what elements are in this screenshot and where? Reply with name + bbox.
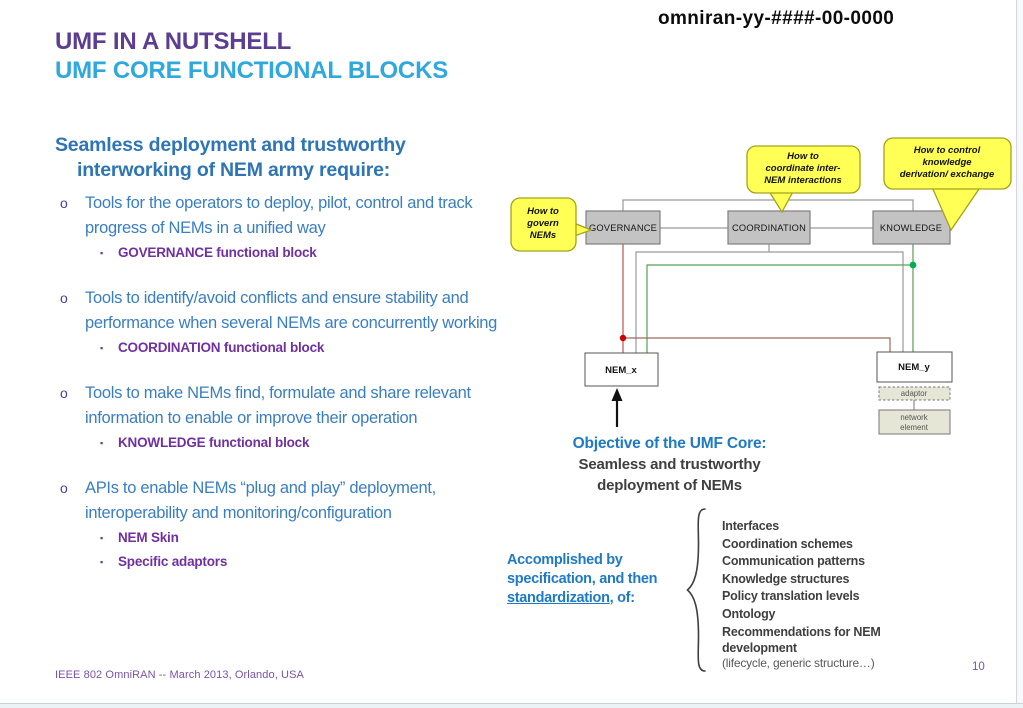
svg-text:govern: govern bbox=[527, 218, 559, 229]
circle-bullet-icon: o bbox=[60, 195, 68, 211]
nem-x-arrow bbox=[612, 388, 623, 427]
bullet-text: Tools to make NEMs find, formulate and share relevant information to enable or improve their operation bbox=[85, 384, 471, 427]
slide-frame-right bbox=[1017, 0, 1023, 704]
square-bullet-icon: ▪ bbox=[100, 248, 104, 258]
svg-text:network: network bbox=[900, 413, 928, 422]
block-knowledge bbox=[873, 211, 950, 244]
svg-text:derivation/ exchange: derivation/ exchange bbox=[899, 169, 995, 180]
sub-bullet bbox=[100, 431, 510, 455]
network-element-box bbox=[879, 410, 950, 434]
svg-text:How to: How to bbox=[527, 206, 559, 217]
accomplished-line1: Accomplished by bbox=[507, 552, 623, 568]
umf-core-diagram bbox=[505, 133, 1017, 445]
spec-item: Ontology bbox=[722, 606, 776, 621]
intro-line1: Seamless deployment and trustworthy bbox=[55, 134, 406, 156]
svg-text:GOVERNANCE: GOVERNANCE bbox=[588, 223, 658, 233]
objective-block bbox=[527, 433, 812, 496]
speech-bubble-coordinate bbox=[747, 146, 860, 212]
sub-bullet bbox=[100, 550, 510, 574]
svg-text:element: element bbox=[900, 423, 928, 432]
sub-bullet bbox=[100, 336, 510, 360]
nem-y-box bbox=[877, 352, 952, 382]
circle-bullet-icon: o bbox=[60, 480, 68, 496]
bullet-item bbox=[55, 381, 510, 455]
svg-text:NEM interactions: NEM interactions bbox=[764, 175, 842, 186]
spec-item: Communication patterns bbox=[722, 554, 865, 568]
intro-line2: interworking of NEM army require: bbox=[77, 159, 391, 181]
sub-bullet-text: GOVERNANCE functional block bbox=[118, 245, 317, 260]
accomplished-line3 bbox=[507, 589, 697, 608]
spec-note: (lifecycle, generic structure…) bbox=[722, 656, 875, 670]
spec-item: Policy translation levels bbox=[722, 589, 860, 603]
adaptor-box bbox=[879, 387, 950, 400]
svg-text:How to control: How to control bbox=[913, 145, 981, 156]
svg-text:knowledge: knowledge bbox=[922, 157, 972, 168]
svg-text:NEMs: NEMs bbox=[529, 230, 557, 241]
specification-list bbox=[722, 518, 922, 670]
bullet-item bbox=[55, 476, 510, 574]
svg-text:NEM_y: NEM_y bbox=[898, 362, 930, 373]
block-coordination bbox=[728, 211, 810, 244]
sub-bullet-text: COORDINATION functional block bbox=[118, 340, 325, 355]
objective-line1: Seamless and trustworthy bbox=[578, 456, 761, 473]
footer-attribution: IEEE 802 OmniRAN -- March 2013, Orlando, USA bbox=[55, 669, 304, 681]
svg-text:coordinate inter-: coordinate inter- bbox=[765, 163, 841, 174]
bullet-item bbox=[55, 286, 510, 360]
slide-frame-bottom-band bbox=[0, 704, 1023, 708]
sub-bullet bbox=[100, 526, 510, 550]
red-junction-dot bbox=[620, 335, 626, 341]
intro-heading bbox=[55, 133, 515, 183]
slide-title-secondary: UMF CORE FUNCTIONAL BLOCKS bbox=[55, 57, 449, 84]
curly-brace-icon bbox=[683, 506, 709, 674]
accomplished-block bbox=[507, 551, 697, 608]
bullet-text: Tools to identify/avoid conflicts and ensure stability and performance when several NEMs are concurrently working bbox=[85, 289, 498, 332]
objective-line2: deployment of NEMs bbox=[597, 477, 742, 494]
page-number: 10 bbox=[972, 661, 985, 673]
circle-bullet-icon: o bbox=[60, 290, 68, 306]
bullet-list bbox=[55, 191, 510, 595]
svg-text:adaptor: adaptor bbox=[900, 389, 928, 398]
square-bullet-icon: ▪ bbox=[100, 343, 104, 353]
bullet-text: APIs to enable NEMs “plug and play” deployment, interoperability and monitoring/configuration bbox=[85, 479, 436, 522]
speech-bubble-govern bbox=[511, 198, 591, 251]
slide-frame-right-line bbox=[1016, 0, 1017, 704]
accomplished-line3-rest: , of: bbox=[609, 590, 635, 606]
block-governance bbox=[586, 211, 660, 244]
square-bullet-icon: ▪ bbox=[100, 533, 104, 543]
bullet-text: Tools for the operators to deploy, pilot, control and track progress of NEMs in a unified way bbox=[85, 194, 473, 237]
svg-text:How to: How to bbox=[787, 151, 819, 162]
nem-x-box bbox=[585, 353, 658, 386]
sub-bullet-text: KNOWLEDGE functional block bbox=[118, 435, 310, 450]
square-bullet-icon: ▪ bbox=[100, 557, 104, 567]
document-id: omniran-yy-####-00-0000 bbox=[658, 8, 895, 29]
circle-bullet-icon: o bbox=[60, 385, 68, 401]
standardization-underlined: standardization bbox=[507, 590, 610, 606]
spec-item: Recommendations for NEM development bbox=[722, 625, 881, 655]
square-bullet-icon: ▪ bbox=[100, 438, 104, 448]
sub-bullet-text: Specific adaptors bbox=[118, 554, 228, 569]
svg-text:COORDINATION: COORDINATION bbox=[731, 223, 807, 233]
slide-title-primary: UMF IN A NUTSHELL bbox=[55, 28, 292, 55]
svg-text:NEM_x: NEM_x bbox=[605, 365, 637, 376]
sub-bullet bbox=[100, 241, 510, 265]
spec-item: Interfaces bbox=[722, 519, 780, 533]
bullet-item bbox=[55, 191, 510, 265]
spec-item: Coordination schemes bbox=[722, 536, 853, 551]
green-junction-dot bbox=[910, 262, 917, 269]
accomplished-line2: specification, and then bbox=[507, 571, 658, 587]
spec-item: Knowledge structures bbox=[722, 571, 850, 586]
svg-text:KNOWLEDGE: KNOWLEDGE bbox=[879, 223, 943, 233]
sub-bullet-text: NEM Skin bbox=[118, 530, 179, 545]
objective-heading: Objective of the UMF Core: bbox=[572, 435, 767, 452]
